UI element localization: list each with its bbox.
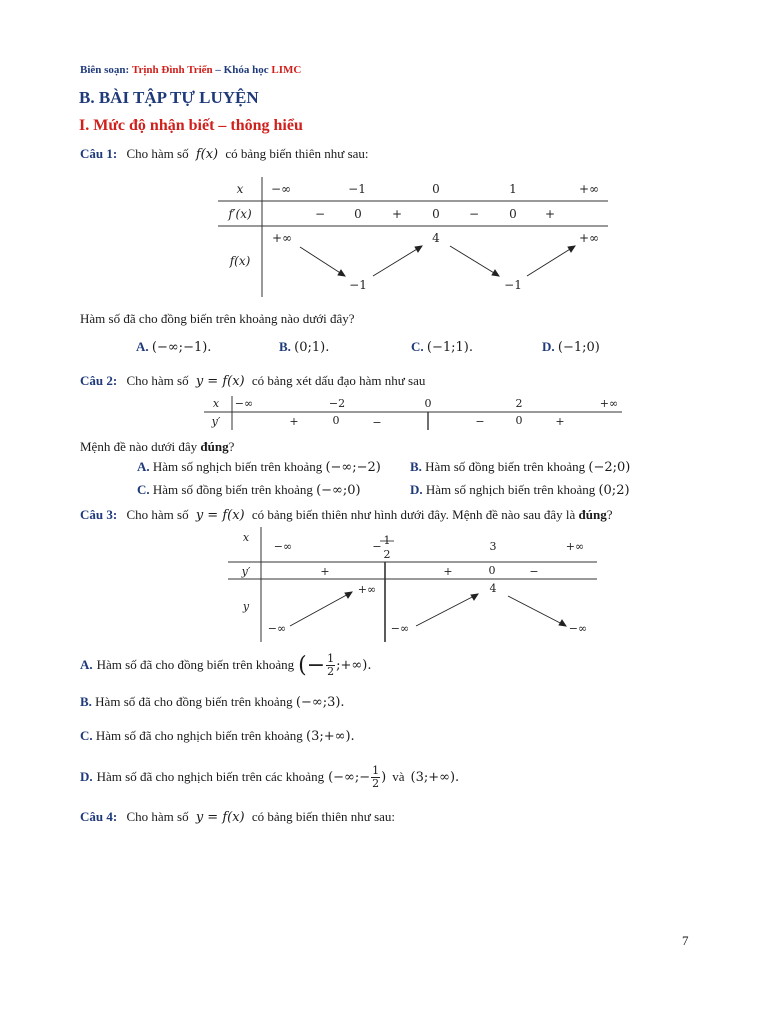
option-value: (−1;0) — [557, 340, 600, 355]
question-label: Câu 3: — [80, 507, 118, 522]
math-expression: y = f(x) — [195, 810, 245, 825]
value-prefix: (− — [298, 652, 326, 678]
y-value: 4 — [489, 582, 497, 595]
f-value: −1 — [504, 278, 522, 292]
option-text: Hàm số nghịch biến trên khoảng — [152, 459, 323, 474]
x-value: −∞ — [273, 540, 293, 553]
option-value: (−1;1). — [426, 340, 473, 355]
question-text: Cho hàm số — [126, 146, 189, 161]
sign-value: − — [314, 207, 326, 221]
option-text: Hàm số đã cho nghịch biến trên khoảng — [95, 728, 303, 743]
y-value: +∞ — [357, 583, 377, 596]
sign-value: + — [320, 565, 330, 578]
x-value: 3 — [489, 540, 497, 553]
sign-value: − — [468, 207, 480, 221]
option-text: Hàm số đồng biến trên khoảng — [152, 482, 313, 497]
value-prefix: (−∞;− — [328, 769, 371, 785]
option-letter: C. — [137, 482, 150, 497]
x-value: +∞ — [578, 182, 600, 196]
question-label: Câu 1: — [80, 146, 118, 161]
option-value: (−∞;−2) — [325, 460, 381, 475]
option-value: (−∞;−1). — [151, 340, 212, 355]
option-text: Hàm số đã cho đồng biến trên khoảng — [96, 657, 295, 672]
x-value-fraction-sign: − — [372, 540, 382, 553]
section-title: B. BÀI TẬP TỰ LUYỆN — [79, 88, 259, 107]
x-value: 1 — [509, 182, 517, 196]
option-value: (3;+∞). — [306, 729, 355, 744]
option-letter: D. — [410, 482, 423, 497]
option-value: (0;2) — [598, 483, 630, 498]
x-value: 0 — [424, 397, 432, 410]
row-label-fprime: f′(x) — [228, 207, 252, 221]
sign-value: − — [529, 565, 539, 578]
answer-option-c[interactable] — [80, 728, 355, 744]
f-value: +∞ — [271, 231, 293, 245]
header-prefix: Biên soạn: — [80, 64, 130, 76]
option-letter: A. — [80, 657, 93, 672]
question-text: có bảng biến thiên như sau: — [251, 809, 396, 824]
option-letter: D. — [80, 769, 93, 784]
page-number: 7 — [682, 933, 689, 948]
question-1-prompt: Hàm số đã cho đồng biến trên khoảng nào dưới đây? — [80, 311, 355, 326]
y-value: −∞ — [568, 622, 588, 635]
question-text: Mệnh đề nào dưới đây — [80, 439, 198, 454]
question-text: có bảng biến thiên như hình dưới đây. Mệnh đề nào sau đây là — [251, 507, 576, 522]
option-value — [298, 653, 371, 678]
option-text: Hàm số đồng biến trên khoảng — [425, 459, 586, 474]
sign-value: + — [544, 207, 556, 221]
y-value: −∞ — [267, 622, 287, 635]
x-value: −1 — [348, 182, 366, 196]
fraction-numerator: 1 — [372, 763, 380, 777]
option-value: (0;1). — [294, 340, 330, 355]
fraction-numerator: 1 — [327, 651, 335, 665]
f-value: 4 — [432, 231, 440, 245]
sign-value: 0 — [515, 414, 523, 427]
x-value: +∞ — [599, 397, 619, 410]
sign-value: + — [391, 207, 403, 221]
question-text: ? — [606, 507, 613, 522]
f-value: −1 — [349, 278, 367, 292]
option-letter: C. — [411, 339, 424, 354]
question-label: Câu 4: — [80, 809, 118, 824]
row-label-x: x — [236, 182, 244, 196]
option-value — [328, 765, 386, 790]
header-course: LIMC — [271, 64, 302, 76]
question-emphasis: đúng — [578, 507, 607, 522]
question-text: Cho hàm số — [126, 809, 189, 824]
answer-option-d[interactable] — [80, 763, 459, 791]
option-letter: B. — [80, 694, 92, 709]
fraction — [371, 765, 380, 790]
fraction-denominator: 2 — [327, 664, 335, 678]
fraction — [326, 653, 335, 678]
option-value-2: (3;+∞). — [410, 769, 460, 785]
option-text: Hàm số đã cho nghịch biến trên các khoảng — [96, 769, 325, 784]
math-expression: y = f(x) — [195, 508, 245, 523]
subsection-title: I. Mức độ nhận biết – thông hiểu — [79, 117, 303, 134]
sign-value: 0 — [354, 207, 362, 221]
y-value: −∞ — [390, 622, 410, 635]
conjunction: và — [392, 769, 405, 784]
option-letter: D. — [542, 339, 555, 354]
fraction-denominator: 2 — [372, 776, 380, 790]
sign-value: + — [289, 415, 299, 428]
question-4-stem — [80, 809, 395, 825]
sign-value: 0 — [432, 207, 440, 221]
x-value: 2 — [515, 397, 523, 410]
option-letter: B. — [410, 459, 422, 474]
x-value-fraction-numerator: 1 — [383, 534, 391, 547]
sign-value: − — [372, 416, 382, 429]
sign-value: − — [475, 415, 485, 428]
row-label-f: f(x) — [229, 254, 251, 268]
question-text: có bảng biến thiên như sau: — [225, 146, 369, 161]
option-letter: C. — [80, 728, 93, 743]
question-label: Câu 2: — [80, 373, 118, 388]
x-value-fraction-denominator: 2 — [383, 548, 391, 561]
question-text: có bảng xét dấu đạo hàm như sau — [251, 373, 426, 388]
question-emphasis: đúng — [200, 439, 229, 454]
f-value: +∞ — [578, 231, 600, 245]
sign-value: 0 — [488, 564, 496, 577]
x-value: −∞ — [234, 397, 254, 410]
answer-option-a[interactable] — [80, 652, 371, 678]
value-suffix: ;+∞). — [336, 657, 372, 673]
question-text: Cho hàm số — [126, 373, 189, 388]
value-suffix: ) — [381, 769, 387, 785]
x-value: +∞ — [565, 540, 585, 553]
sign-value: + — [443, 565, 453, 578]
option-value: (−2;0) — [588, 460, 631, 475]
row-label-yprime: y′ — [211, 415, 221, 428]
question-text: ? — [228, 439, 235, 454]
sign-value: 0 — [509, 207, 517, 221]
math-expression: f(x) — [195, 147, 219, 162]
x-value: −∞ — [270, 182, 292, 196]
option-letter: A. — [137, 459, 150, 474]
option-letter: B. — [279, 339, 291, 354]
sign-value: + — [555, 415, 565, 428]
math-expression: y = f(x) — [195, 374, 245, 389]
answer-option-b[interactable] — [80, 694, 345, 710]
option-text: Hàm số đã cho đồng biến trên khoảng — [95, 694, 293, 709]
row-label-y: y — [242, 600, 250, 613]
option-text: Hàm số nghịch biến trên khoảng — [425, 482, 596, 497]
question-text: Cho hàm số — [126, 507, 189, 522]
header-author: Trịnh Đình Triển — [131, 64, 213, 76]
option-value: (−∞;0) — [316, 483, 361, 498]
x-value: 0 — [432, 182, 440, 196]
sign-value: 0 — [332, 414, 340, 427]
header-dash: – Khóa học — [212, 64, 272, 76]
option-value: (−∞;3). — [295, 695, 345, 710]
row-label-yprime: y′ — [241, 565, 251, 578]
row-label-x: x — [212, 397, 220, 410]
option-letter: A. — [136, 339, 149, 354]
x-value: −2 — [328, 397, 346, 410]
row-label-x: x — [242, 531, 250, 544]
